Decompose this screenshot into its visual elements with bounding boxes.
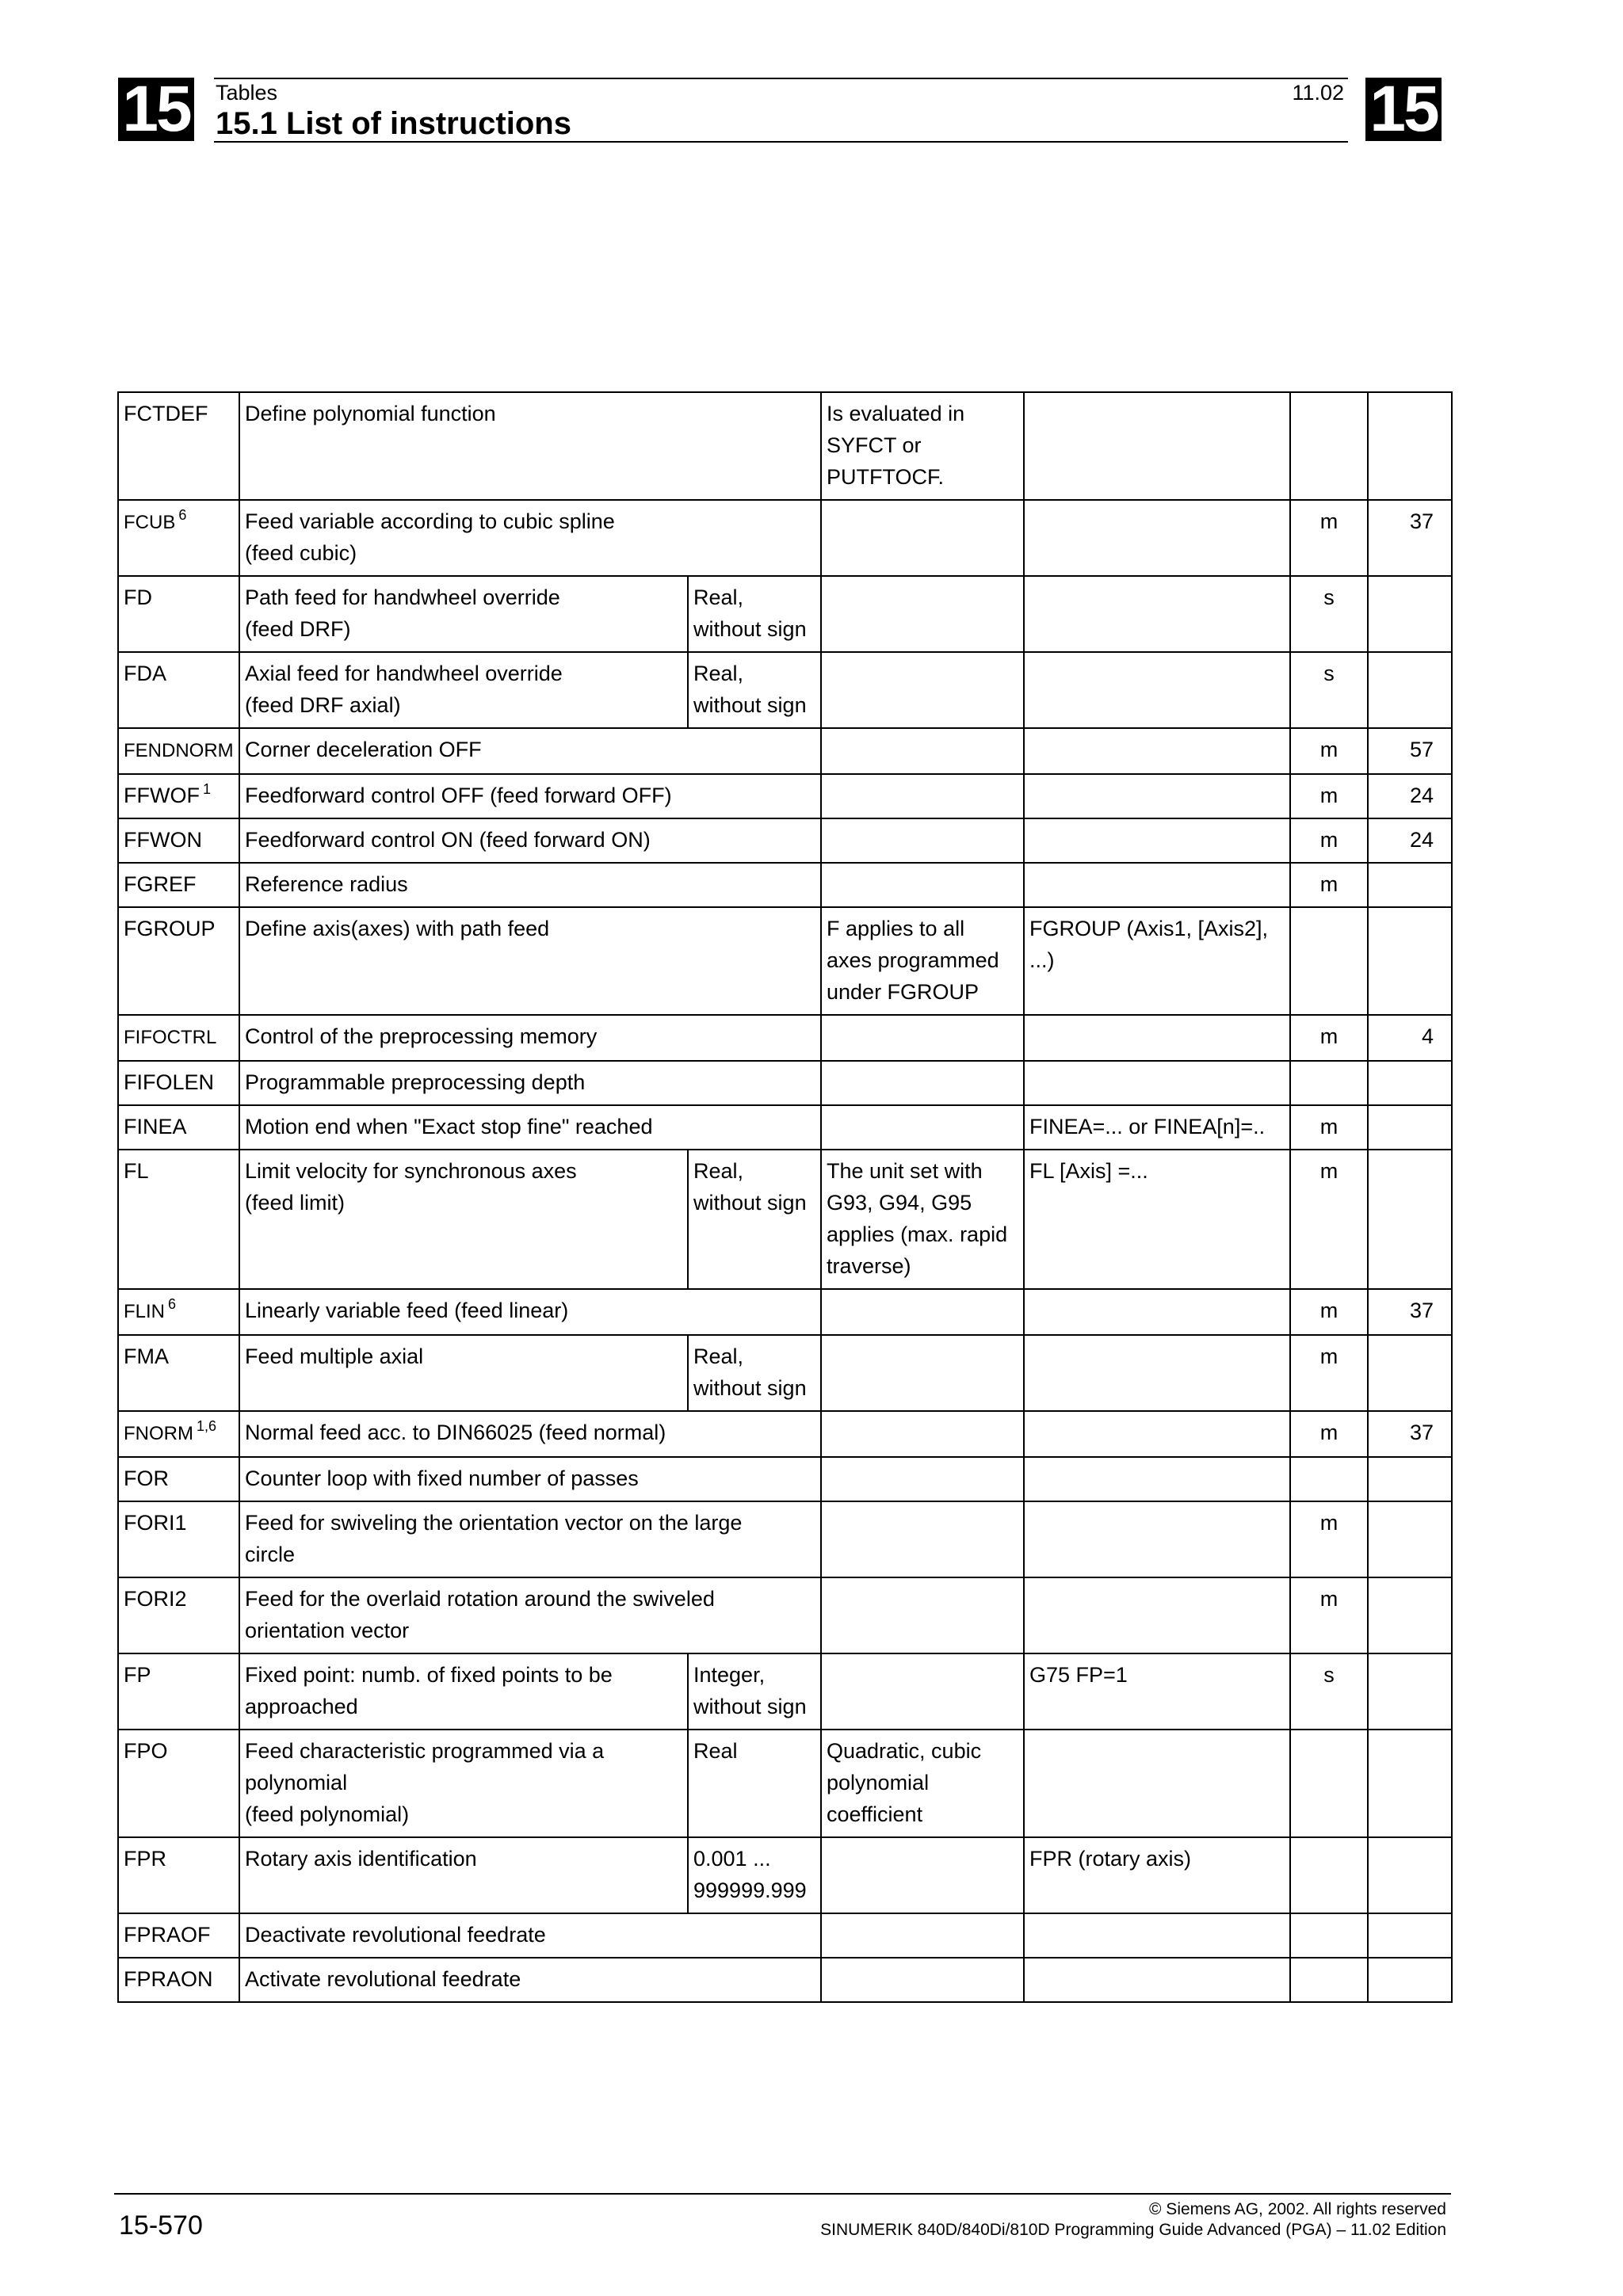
instruction-description: Feed for swiveling the orientation vector on the large circle	[239, 1501, 821, 1577]
instruction-notes: The unit set with G93, G94, G95 applies (max. rapid traverse)	[821, 1150, 1024, 1289]
instruction-notes	[821, 818, 1024, 863]
page-number: 15-570	[119, 2210, 203, 2241]
instruction-type: m	[1290, 818, 1368, 863]
table-row	[118, 774, 1452, 818]
instruction-notes	[821, 1577, 1024, 1653]
instruction-type: m	[1290, 1411, 1368, 1457]
instruction-code: FFWOF	[124, 784, 200, 807]
instruction-code: FOR	[124, 1466, 169, 1490]
instruction-notes	[821, 576, 1024, 652]
table-row	[118, 728, 1452, 774]
table-row	[118, 1577, 1452, 1653]
instruction-notes	[821, 728, 1024, 774]
instruction-name	[118, 1653, 239, 1730]
instruction-type: m	[1290, 500, 1368, 576]
instruction-name	[118, 1501, 239, 1577]
instruction-description: Rotary axis identification	[239, 1837, 688, 1913]
instruction-description: Motion end when "Exact stop fine" reached	[239, 1105, 821, 1150]
instruction-code: FORI2	[124, 1587, 187, 1611]
instruction-type: s	[1290, 576, 1368, 652]
instruction-type: m	[1290, 1105, 1368, 1150]
instruction-code: FP	[124, 1663, 151, 1687]
instruction-name	[118, 774, 239, 818]
instruction-name	[118, 1289, 239, 1335]
instruction-description: Feed characteristic programmed via a polynomial (feed polynomial)	[239, 1730, 688, 1837]
instruction-type	[1290, 1913, 1368, 1958]
reference-page	[1368, 1457, 1452, 1501]
instruction-type	[1290, 392, 1368, 500]
instruction-code: FDA	[124, 662, 166, 685]
instruction-name	[118, 1913, 239, 1958]
programming-example	[1024, 1577, 1290, 1653]
instruction-code: FPR	[124, 1847, 166, 1871]
instruction-name	[118, 728, 239, 774]
instruction-code: FCUB	[124, 512, 176, 533]
programming-example: FGROUP (Axis1, [Axis2], ...)	[1024, 907, 1290, 1015]
programming-example	[1024, 1501, 1290, 1577]
programming-example	[1024, 1730, 1290, 1837]
instruction-code: FNORM	[124, 1423, 193, 1444]
table-row	[118, 1289, 1452, 1335]
instruction-description: Define polynomial function	[239, 392, 821, 500]
instruction-notes	[821, 1105, 1024, 1150]
edition-date: 11.02	[1292, 81, 1344, 105]
reference-page: 37	[1368, 1289, 1452, 1335]
table-row	[118, 818, 1452, 863]
instruction-name	[118, 1411, 239, 1457]
copyright-notice: © Siemens AG, 2002. All rights reserved	[1149, 2200, 1446, 2218]
instruction-type	[1290, 1061, 1368, 1105]
instruction-notes	[821, 1653, 1024, 1730]
instruction-description: Control of the preprocessing memory	[239, 1015, 821, 1061]
footnote-marker: 1	[202, 781, 211, 797]
instruction-description: Reference radius	[239, 863, 821, 907]
chapter-number-badge: 15	[118, 78, 194, 141]
programming-example	[1024, 728, 1290, 774]
value-range: Real, without sign	[688, 576, 821, 652]
table-row	[118, 392, 1452, 500]
instruction-code: FGREF	[124, 872, 197, 896]
instruction-notes	[821, 1289, 1024, 1335]
instruction-notes	[821, 774, 1024, 818]
instruction-notes	[821, 652, 1024, 728]
programming-example	[1024, 1015, 1290, 1061]
instruction-name	[118, 1105, 239, 1150]
instruction-type: m	[1290, 1015, 1368, 1061]
table-row	[118, 1837, 1452, 1913]
instruction-description: Feed multiple axial	[239, 1335, 688, 1411]
instruction-code: FMA	[124, 1344, 169, 1368]
instruction-description: Deactivate revolutional feedrate	[239, 1913, 821, 1958]
reference-page	[1368, 1150, 1452, 1289]
programming-example	[1024, 500, 1290, 576]
footer-rule	[114, 2193, 1451, 2195]
instruction-notes	[821, 1015, 1024, 1061]
instruction-code: FFWON	[124, 828, 202, 852]
value-range: 0.001 ... 999999.999	[688, 1837, 821, 1913]
value-range: Real, without sign	[688, 652, 821, 728]
table-row	[118, 1913, 1452, 1958]
programming-example: FPR (rotary axis)	[1024, 1837, 1290, 1913]
programming-example	[1024, 774, 1290, 818]
instruction-code: FL	[124, 1159, 149, 1183]
programming-example: FL [Axis] =...	[1024, 1150, 1290, 1289]
programming-example: G75 FP=1	[1024, 1653, 1290, 1730]
table-row	[118, 1015, 1452, 1061]
instruction-code: FGROUP	[124, 917, 216, 940]
instruction-type: m	[1290, 1289, 1368, 1335]
reference-page	[1368, 1730, 1452, 1837]
reference-page	[1368, 863, 1452, 907]
page-title: 15.1 List of instructions	[216, 106, 571, 141]
instruction-notes	[821, 500, 1024, 576]
table-row	[118, 1150, 1452, 1289]
instruction-name	[118, 1457, 239, 1501]
instruction-description: Path feed for handwheel override (feed DRF)	[239, 576, 688, 652]
instruction-name	[118, 576, 239, 652]
instruction-name	[118, 907, 239, 1015]
table-row	[118, 1457, 1452, 1501]
table-row	[118, 1335, 1452, 1411]
instruction-description: Normal feed acc. to DIN66025 (feed normal)	[239, 1411, 821, 1457]
instruction-type: s	[1290, 652, 1368, 728]
reference-page	[1368, 392, 1452, 500]
instruction-type	[1290, 1730, 1368, 1837]
instruction-code: FD	[124, 585, 152, 609]
reference-page: 4	[1368, 1015, 1452, 1061]
instruction-name	[118, 1837, 239, 1913]
instruction-name	[118, 1150, 239, 1289]
reference-page	[1368, 1958, 1452, 2002]
instruction-notes	[821, 1913, 1024, 1958]
instruction-code: FPRAON	[124, 1967, 213, 1991]
value-range: Integer, without sign	[688, 1653, 821, 1730]
book-title: SINUMERIK 840D/840Di/810D Programming Guide Advanced (PGA) – 11.02 Edition	[820, 2221, 1446, 2239]
reference-page	[1368, 1913, 1452, 1958]
table-row	[118, 1653, 1452, 1730]
instruction-description: Define axis(axes) with path feed	[239, 907, 821, 1015]
footnote-marker: 1,6	[196, 1418, 217, 1434]
instruction-type: m	[1290, 774, 1368, 818]
reference-page	[1368, 1105, 1452, 1150]
programming-example	[1024, 863, 1290, 907]
instruction-code: FPRAOF	[124, 1923, 211, 1947]
instruction-type: m	[1290, 1335, 1368, 1411]
instruction-notes	[821, 1501, 1024, 1577]
reference-page: 57	[1368, 728, 1452, 774]
instruction-code: FENDNORM	[124, 740, 234, 761]
table-row	[118, 1501, 1452, 1577]
instruction-notes	[821, 863, 1024, 907]
instruction-notes: Is evaluated in SYFCT or PUTFTOCF.	[821, 392, 1024, 500]
table-row	[118, 1061, 1452, 1105]
instructions-table	[117, 391, 1453, 2003]
instruction-notes	[821, 1958, 1024, 2002]
programming-example	[1024, 1457, 1290, 1501]
value-range: Real	[688, 1730, 821, 1837]
instruction-name	[118, 1958, 239, 2002]
reference-page: 24	[1368, 818, 1452, 863]
instruction-notes: Quadratic, cubic polynomial coefficient	[821, 1730, 1024, 1837]
instruction-description: Programmable preprocessing depth	[239, 1061, 821, 1105]
programming-example	[1024, 1913, 1290, 1958]
reference-page	[1368, 1837, 1452, 1913]
instruction-notes: F applies to all axes programmed under FGROUP	[821, 907, 1024, 1015]
footnote-marker: 6	[168, 1296, 177, 1312]
instruction-notes	[821, 1457, 1024, 1501]
instruction-description: Activate revolutional feedrate	[239, 1958, 821, 2002]
value-range: Real, without sign	[688, 1150, 821, 1289]
programming-example	[1024, 1061, 1290, 1105]
instruction-notes	[821, 1837, 1024, 1913]
instruction-description: Limit velocity for synchronous axes (feed limit)	[239, 1150, 688, 1289]
instruction-type: m	[1290, 1150, 1368, 1289]
instruction-description: Feedforward control OFF (feed forward OFF)	[239, 774, 821, 818]
section-label: Tables	[216, 81, 278, 105]
instruction-name	[118, 1061, 239, 1105]
instruction-type	[1290, 907, 1368, 1015]
footnote-marker: 6	[178, 507, 187, 523]
table-row	[118, 1105, 1452, 1150]
table-row	[118, 907, 1452, 1015]
instruction-name	[118, 1730, 239, 1837]
instruction-type	[1290, 1837, 1368, 1913]
table-row	[118, 1411, 1452, 1457]
reference-page: 37	[1368, 1411, 1452, 1457]
reference-page: 24	[1368, 774, 1452, 818]
instruction-name	[118, 392, 239, 500]
table-row	[118, 1958, 1452, 2002]
instruction-name	[118, 1577, 239, 1653]
instruction-notes	[821, 1411, 1024, 1457]
instruction-name	[118, 1015, 239, 1061]
programming-example	[1024, 392, 1290, 500]
instruction-type: m	[1290, 1501, 1368, 1577]
programming-example	[1024, 1289, 1290, 1335]
reference-page	[1368, 1061, 1452, 1105]
table-row	[118, 500, 1452, 576]
instruction-description: Fixed point: numb. of fixed points to be approached	[239, 1653, 688, 1730]
instruction-name	[118, 652, 239, 728]
instruction-code: FCTDEF	[124, 402, 208, 425]
programming-example: FINEA=... or FINEA[n]=..	[1024, 1105, 1290, 1150]
programming-example	[1024, 1411, 1290, 1457]
programming-example	[1024, 818, 1290, 863]
instruction-code: FPO	[124, 1739, 168, 1763]
instruction-type	[1290, 1958, 1368, 2002]
instruction-name	[118, 863, 239, 907]
programming-example	[1024, 652, 1290, 728]
instruction-description: Feed variable according to cubic spline (feed cubic)	[239, 500, 821, 576]
instruction-notes	[821, 1335, 1024, 1411]
reference-page	[1368, 1501, 1452, 1577]
table-row	[118, 1730, 1452, 1837]
instruction-name	[118, 1335, 239, 1411]
reference-page	[1368, 1653, 1452, 1730]
instruction-code: FORI1	[124, 1511, 187, 1535]
instruction-notes	[821, 1061, 1024, 1105]
instruction-description: Counter loop with fixed number of passes	[239, 1457, 821, 1501]
instruction-type: s	[1290, 1653, 1368, 1730]
instruction-code: FINEA	[124, 1115, 187, 1138]
reference-page: 37	[1368, 500, 1452, 576]
instruction-description: Feedforward control ON (feed forward ON)	[239, 818, 821, 863]
table-row	[118, 652, 1452, 728]
instruction-code: FIFOLEN	[124, 1070, 215, 1094]
instruction-description: Linearly variable feed (feed linear)	[239, 1289, 821, 1335]
instruction-description: Feed for the overlaid rotation around the swiveled orientation vector	[239, 1577, 821, 1653]
reference-page	[1368, 1335, 1452, 1411]
value-range: Real, without sign	[688, 1335, 821, 1411]
programming-example	[1024, 1958, 1290, 2002]
reference-page	[1368, 576, 1452, 652]
instruction-code: FLIN	[124, 1301, 166, 1322]
chapter-number-badge-right: 15	[1365, 78, 1442, 141]
instruction-type: m	[1290, 728, 1368, 774]
instruction-description: Axial feed for handwheel override (feed DRF axial)	[239, 652, 688, 728]
programming-example	[1024, 576, 1290, 652]
instruction-type: m	[1290, 1577, 1368, 1653]
instruction-name	[118, 500, 239, 576]
programming-example	[1024, 1335, 1290, 1411]
instruction-type: m	[1290, 863, 1368, 907]
reference-page	[1368, 907, 1452, 1015]
reference-page	[1368, 652, 1452, 728]
instruction-code: FIFOCTRL	[124, 1027, 217, 1048]
instruction-description: Corner deceleration OFF	[239, 728, 821, 774]
instruction-type	[1290, 1457, 1368, 1501]
table-row	[118, 863, 1452, 907]
table-row	[118, 576, 1452, 652]
header-rule-top	[214, 78, 1348, 79]
reference-page	[1368, 1577, 1452, 1653]
instruction-name	[118, 818, 239, 863]
